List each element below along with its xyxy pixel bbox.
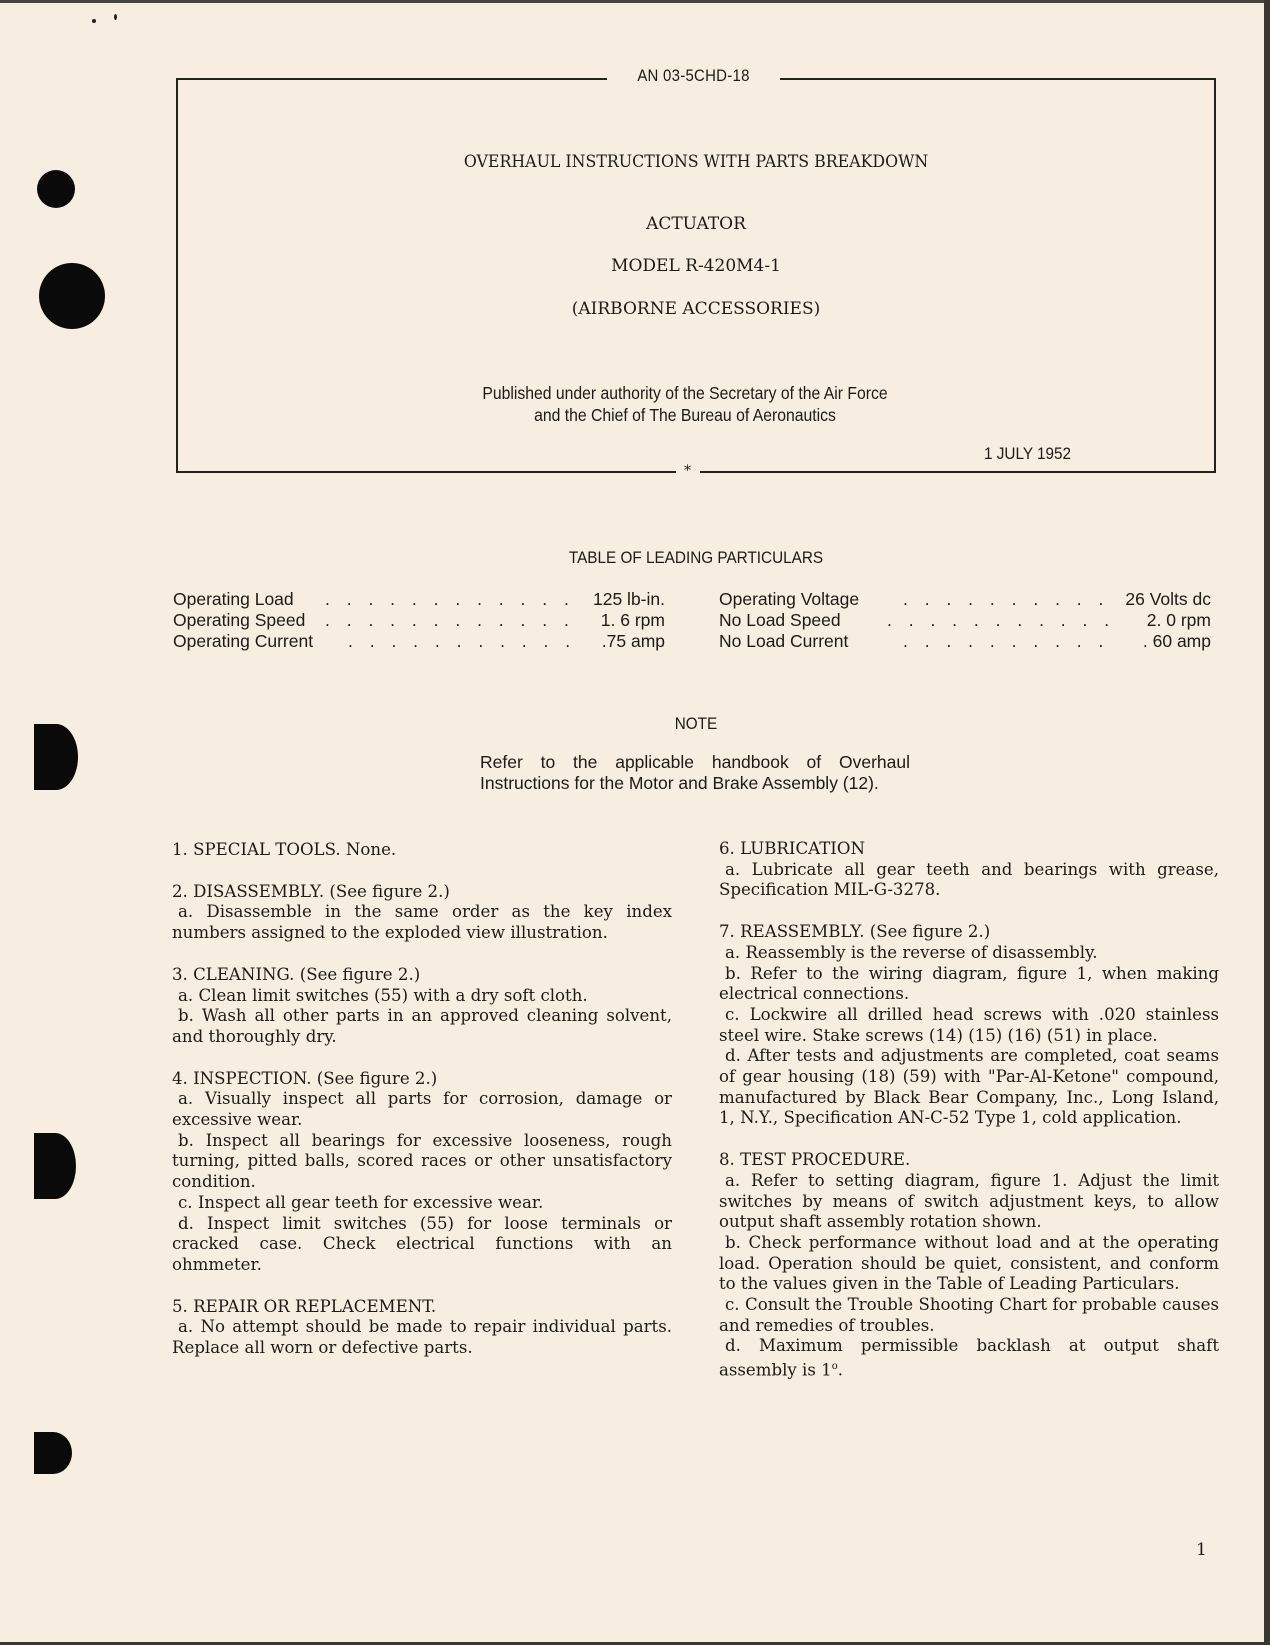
left-column — [172, 840, 672, 1380]
paragraph: b. Refer to the wiring diagram, figure 1, when making electrical connections. — [719, 963, 1219, 1004]
right-column — [719, 839, 1219, 1402]
punch-hole-icon — [34, 1432, 72, 1474]
paragraph: c. Inspect all gear teeth for excessive wear. — [178, 1192, 544, 1212]
star-icon: * — [684, 463, 691, 479]
particular-row — [719, 610, 1211, 631]
section-heading: 8. TEST PROCEDURE. — [719, 1150, 911, 1170]
particular-value: .75 amp — [601, 631, 665, 651]
scan-speck — [92, 19, 96, 23]
page-number: 1 — [1196, 1540, 1207, 1560]
section-heading: 4. INSPECTION. (See figure 2.) — [172, 1068, 438, 1088]
leading-particulars-left — [173, 589, 665, 652]
punch-hole-icon — [39, 263, 105, 329]
punch-hole-icon — [34, 724, 78, 790]
particular-label: Operating Load — [173, 589, 294, 609]
frame-rule — [177, 78, 607, 80]
document-number: AN 03-5CHD-18 — [637, 66, 750, 85]
section-heading: 1. SPECIAL TOOLS. None. — [172, 840, 397, 859]
punch-hole-icon — [34, 1133, 76, 1199]
leader-dots: . . . . . . . . . . — [903, 631, 1110, 651]
section-heading: 6. LUBRICATION — [719, 839, 865, 858]
particular-value: 125 lb-in. — [593, 589, 665, 609]
section-reassembly — [719, 922, 1219, 1129]
particular-row — [173, 589, 665, 610]
section-disassembly — [172, 882, 672, 944]
section-special-tools — [172, 840, 672, 861]
section-heading: 2. DISASSEMBLY. (See figure 2.) — [172, 881, 450, 901]
paragraph: b. Wash all other parts in an approved cleaning solvent, and thoroughly dry. — [172, 1006, 672, 1046]
particular-label: Operating Voltage — [719, 589, 860, 609]
particular-label: No Load Speed — [719, 610, 841, 630]
degree-symbol: o — [831, 1361, 838, 1373]
leader-dots: . . . . . . . . . . — [903, 589, 1110, 609]
publication-date: 1 JULY 1952 — [984, 444, 1072, 463]
paragraph-text: d. Maximum permissible backlash at output shaft assembly is 1 — [719, 1336, 1219, 1380]
note-heading: NOTE — [674, 714, 718, 733]
paragraph: a. Reassembly is the reverse of disassembly. — [725, 942, 1098, 962]
note-body: Refer to the applicable handbook of Overhaul Instructions for the Motor and Brake Assembly (12). — [480, 752, 910, 793]
section-heading: 7. REASSEMBLY. (See figure 2.) — [719, 922, 991, 942]
leader-dots: . . . . . . . . . . . . — [325, 589, 575, 609]
section-lubrication — [719, 839, 1219, 901]
particular-value: 2. 0 rpm — [1146, 610, 1211, 630]
publisher-line: and the Chief of The Bureau of Aeronautics — [534, 405, 836, 425]
particular-label: Operating Current — [173, 631, 314, 651]
model-number: MODEL R-420M4-1 — [611, 256, 781, 276]
frame-rule — [176, 471, 676, 473]
leading-particulars-title: TABLE OF LEADING PARTICULARS — [568, 548, 824, 567]
leader-dots: . . . . . . . . . . . — [887, 610, 1116, 630]
paragraph: a. Clean limit switches (55) with a dry soft cloth. — [178, 985, 588, 1005]
paragraph: b. Inspect all bearings for excessive looseness, rough turning, pitted balls, scored races or other unsatisfactory condition. — [172, 1130, 672, 1192]
paragraph: a. Disassemble in the same order as the key index numbers assigned to the exploded view illustration. — [172, 902, 672, 943]
particular-value: . 60 amp — [1142, 631, 1211, 651]
paragraph: c. Consult the Trouble Shooting Chart for probable causes and remedies of troubles. — [719, 1295, 1219, 1335]
paragraph: d. After tests and adjustments are completed, coat seams of gear housing (18) (59) with "Par-Al-Ketone" compound, manufactured by Black Bear Company, Inc., Long Island, 1, N.Y., Specification AN-C-52 Type 1, cold application. — [719, 1046, 1219, 1128]
scan-edge-right — [1264, 0, 1270, 1645]
section-test-procedure — [719, 1150, 1219, 1381]
publisher-line: Published under authority of the Secretary of the Air Force — [482, 383, 888, 403]
leader-dots: . . . . . . . . . . . . — [325, 610, 575, 630]
particular-row — [719, 631, 1211, 652]
scan-edge-top — [0, 0, 1270, 3]
frame-rule — [780, 78, 1216, 80]
section-heading: 5. REPAIR OR REPLACEMENT. — [172, 1296, 437, 1316]
frame-rule — [700, 471, 1216, 473]
particular-value: 26 Volts dc — [1125, 589, 1211, 609]
paragraph: c. Lockwire all drilled head screws with .020 stainless steel wire. Stake screws (14) (15) (16) (51) in place. — [719, 1004, 1219, 1045]
paragraph: a. Lubricate all gear teeth and bearings with grease, Specification MIL-G-3278. — [719, 859, 1219, 900]
particular-row — [173, 610, 665, 631]
paragraph: d. Inspect limit switches (55) for loose terminals or cracked case. Check electrical functions with an ohmmeter. — [172, 1213, 672, 1274]
paragraph-end: . — [837, 1360, 844, 1380]
leading-particulars-right — [719, 589, 1211, 652]
particular-row — [173, 631, 665, 652]
scan-speck — [114, 14, 117, 20]
manufacturer: (AIRBORNE ACCESSORIES) — [571, 299, 821, 319]
section-cleaning — [172, 965, 672, 1048]
paragraph: a. Refer to setting diagram, figure 1. Adjust the limit switches by means of switch adjustment keys, to allow output shaft assembly rotation shown. — [719, 1170, 1219, 1232]
particular-row — [719, 589, 1211, 610]
section-heading: 3. CLEANING. (See figure 2.) — [172, 964, 421, 984]
particular-label: No Load Current — [719, 631, 849, 651]
particular-value: 1. 6 rpm — [600, 610, 665, 630]
paragraph: b. Check performance without load and at the operating load. Operation should be quiet, consistent, and conform to the values given in the Table of Leading Particulars. — [719, 1232, 1219, 1294]
item-name: ACTUATOR — [646, 214, 746, 234]
punch-hole-icon — [37, 170, 75, 208]
paragraph: a. Visually inspect all parts for corrosion, damage or excessive wear. — [172, 1089, 672, 1130]
particular-label: Operating Speed — [173, 610, 306, 630]
paragraph: a. No attempt should be made to repair individual parts. Replace all worn or defective parts. — [172, 1317, 672, 1358]
leader-dots: . . . . . . . . . . . — [348, 631, 577, 651]
document-title: OVERHAUL INSTRUCTIONS WITH PARTS BREAKDOWN — [463, 152, 929, 172]
section-repair-replacement — [172, 1297, 672, 1359]
section-inspection — [172, 1069, 672, 1276]
paragraph — [719, 1336, 1219, 1381]
publisher-statement — [429, 382, 942, 426]
